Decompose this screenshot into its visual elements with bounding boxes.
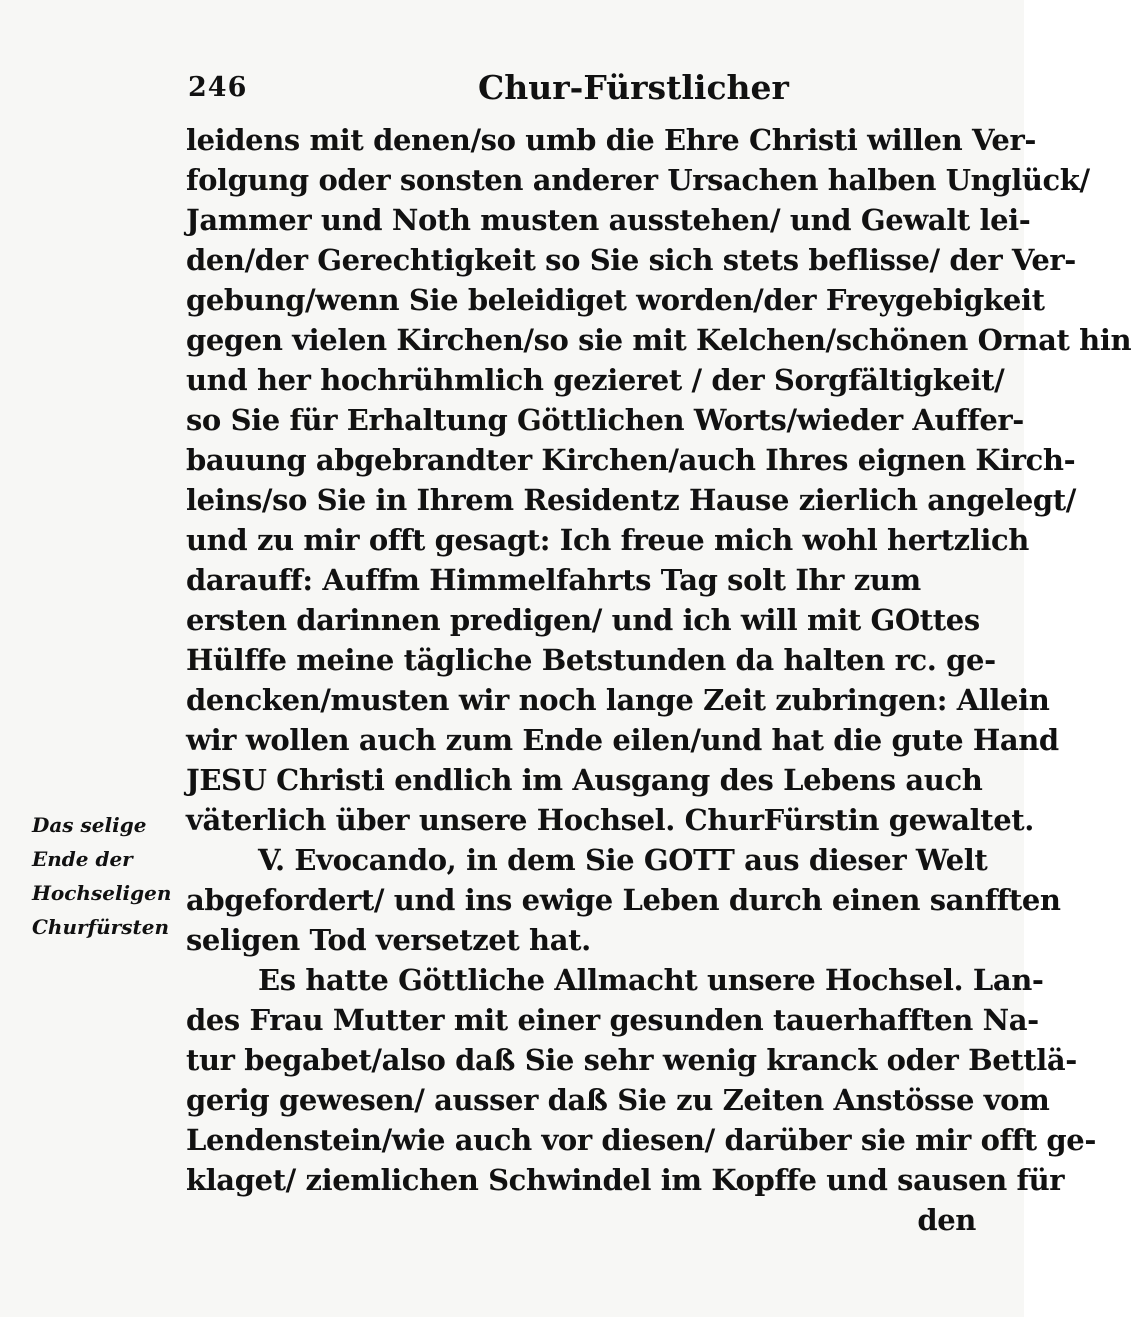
text-line: wir wollen auch zum Ende eilen/und hat die gute Hand <box>186 723 1059 757</box>
running-head: Chur-Fürstlicher <box>478 68 789 107</box>
text-line: klaget/ ziemlichen Schwindel im Kopffe und sausen für <box>186 1163 1065 1197</box>
page-number: 246 <box>188 72 248 103</box>
text-line: bauung abgebrandter Kirchen/auch Ihres eignen Kirch- <box>186 443 1076 477</box>
text-line: und her hochrühmlich gezieret / der Sorgfältigkeit/ <box>186 363 1005 397</box>
text-line: des Frau Mutter mit einer gesunden tauerhafften Na- <box>186 1003 1039 1037</box>
margin-note <box>32 808 180 944</box>
text-line: JESU Christi endlich im Ausgang des Lebens auch <box>186 763 983 797</box>
text-line: Hülffe meine tägliche Betstunden da halten rc. ge- <box>186 643 996 677</box>
text-line: tur begabet/also daß Sie sehr wenig kranck oder Bettlä- <box>186 1043 1077 1077</box>
page-header <box>188 68 978 108</box>
text-line: den/der Gerechtigkeit so Sie sich stets beflisse/ der Ver- <box>186 243 1076 277</box>
text-line: leidens mit denen/so umb die Ehre Christi willen Ver- <box>186 123 1036 157</box>
body-text <box>186 120 1131 1240</box>
text-line: so Sie für Erhaltung Göttlichen Worts/wieder Auffer- <box>186 403 1024 437</box>
margin-note-line: Ende der <box>32 847 133 871</box>
text-line: gerig gewesen/ ausser daß Sie zu Zeiten Anstösse vom <box>186 1083 1050 1117</box>
margin-note-line: Hochseligen <box>32 881 172 905</box>
text-line: darauff: Auffm Himmelfahrts Tag solt Ihr zum <box>186 563 921 597</box>
section-heading-line: V. Evocando, in dem Sie GOTT aus dieser Welt <box>258 843 988 877</box>
paragraph-start-line: Es hatte Göttliche Allmacht unsere Hochsel. Lan- <box>258 963 1044 997</box>
text-line: gegen vielen Kirchen/so sie mit Kelchen/schönen Ornat hin <box>186 323 1131 357</box>
text-line: und zu mir offt gesagt: Ich freue mich wohl hertzlich <box>186 523 1029 557</box>
text-line: ersten darinnen predigen/ und ich will mit GOttes <box>186 603 980 637</box>
text-line: leins/so Sie in Ihrem Residentz Hause zierlich angelegt/ <box>186 483 1076 517</box>
catchword: den <box>917 1203 976 1237</box>
text-line: Jammer und Noth musten ausstehen/ und Gewalt lei- <box>186 203 1031 237</box>
text-line: seligen Tod versetzet hat. <box>186 923 591 957</box>
text-line: abgefordert/ und ins ewige Leben durch einen sanfften <box>186 883 1061 917</box>
margin-note-line: Churfürsten <box>32 915 169 939</box>
text-line: dencken/musten wir noch lange Zeit zubringen: Allein <box>186 683 1050 717</box>
text-line: Lendenstein/wie auch vor diesen/ darüber sie mir offt ge- <box>186 1123 1096 1157</box>
text-line: folgung oder sonsten anderer Ursachen halben Unglück/ <box>186 163 1090 197</box>
text-line: gebung/wenn Sie beleidiget worden/der Freygebigkeit <box>186 283 1045 317</box>
margin-note-line: Das selige <box>32 813 147 837</box>
text-line: väterlich über unsere Hochsel. ChurFürstin gewaltet. <box>186 803 1034 837</box>
